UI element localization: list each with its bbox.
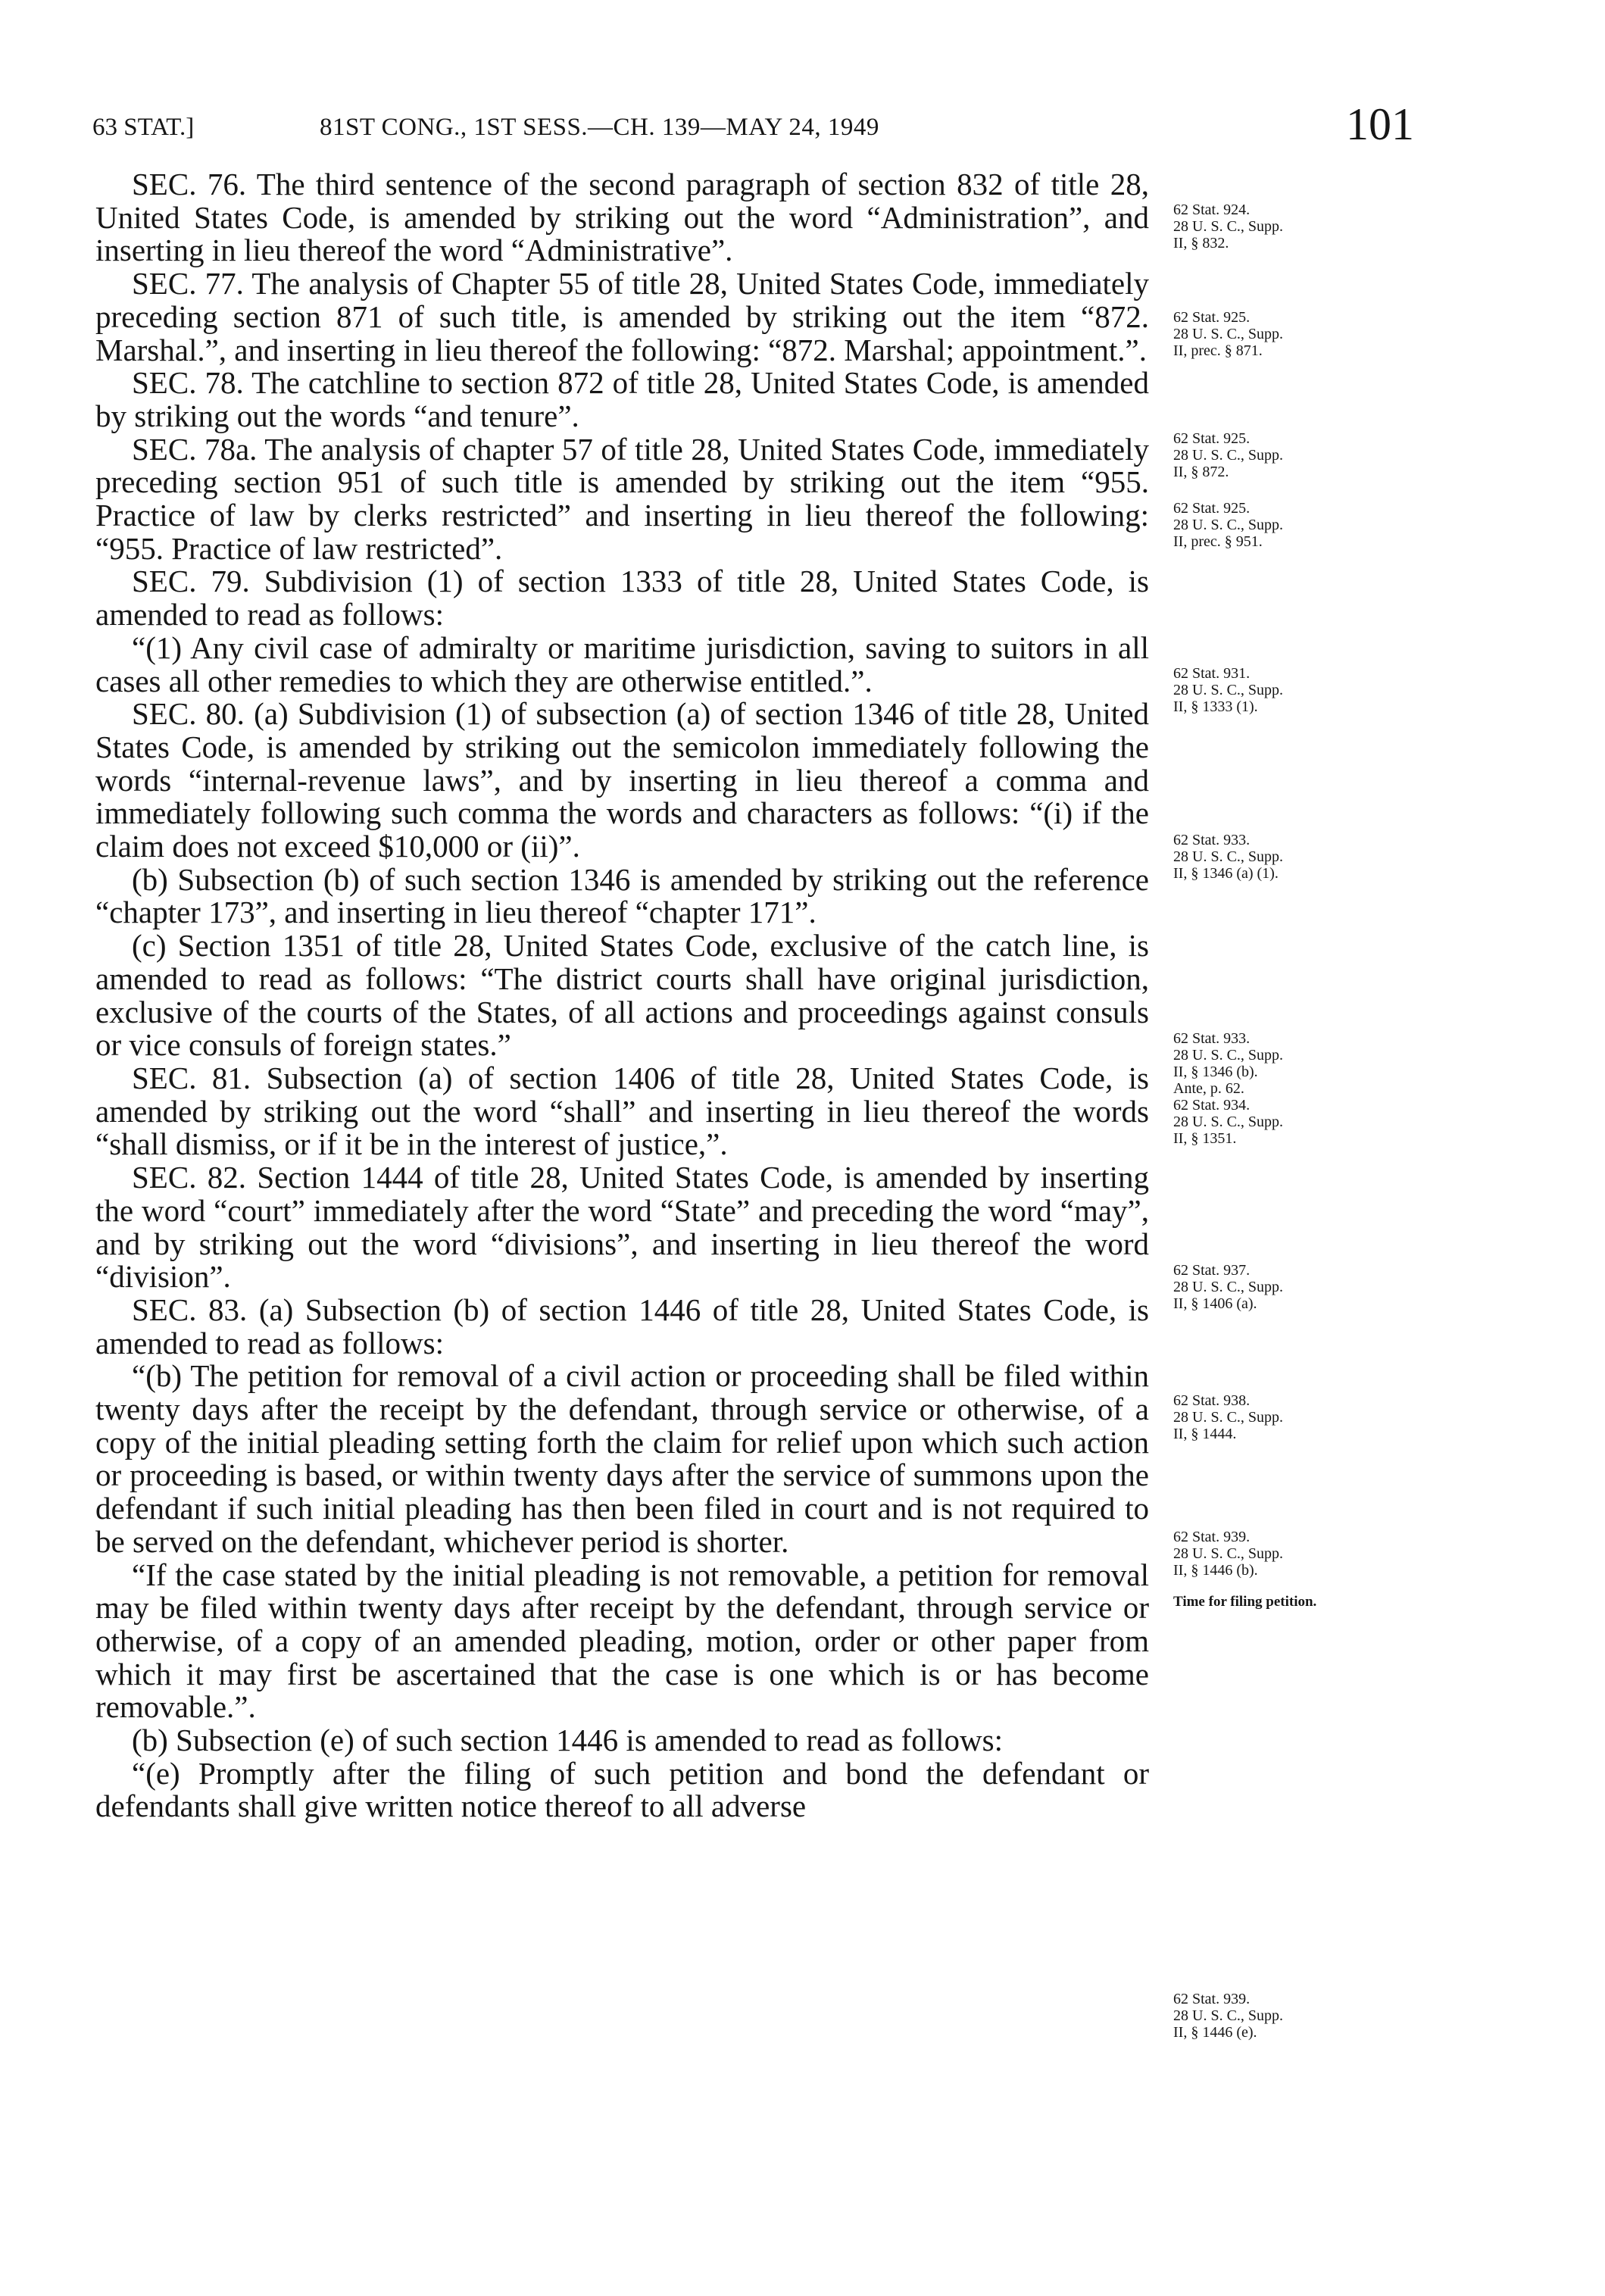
section-79-quote: “(1) Any civil case of admiralty or maritime jurisdiction, saving to suitors in all cases all other remedies to which they are otherwise entitled.”. <box>95 629 1149 698</box>
section-76: SEC. 76. The third sentence of the second paragraph of section 832 of title 28, United States Code, is amended by striking out the word “Administration”, and inserting in lieu thereof the word “Administrative”. <box>95 167 1149 268</box>
section-83b-quote-e: “(e) Promptly after the filing of such petition and bond the defendant or defendants shall give written notice thereof to all adverse <box>95 1755 1149 1824</box>
margin-note: 62 Stat. 925. 28 U. S. C., Supp. II, § 872. <box>1173 430 1284 480</box>
section-78a: SEC. 78a. The analysis of chapter 57 of title 28, United States Code, immediately preceding section 951 of such title is amended by striking out the item “955. Practice of law by clerks restricted” and inserting in lieu thereof the following: “955. Practice of law restricted”. <box>95 431 1149 566</box>
section-79: SEC. 79. Subdivision (1) of section 1333 of title 28, United States Code, is amended to read as follows: <box>95 564 1149 633</box>
section-77: SEC. 77. The analysis of Chapter 55 of title 28, United States Code, immediately preceding section 871 of such title, is amended by striking out the item “872. Marshal.”, and inserting in lieu thereof the following: “872. Marshal; appointment.”. <box>95 266 1149 367</box>
section-83b: (b) Subsection (e) of such section 1446 is amended to read as follows: <box>132 1723 1004 1758</box>
statute-body <box>95 168 1149 1823</box>
margin-note: 62 Stat. 924. 28 U. S. C., Supp. II, § 832. <box>1173 201 1284 251</box>
margin-note: 62 Stat. 925. 28 U. S. C., Supp. II, prec. § 951. <box>1173 500 1284 550</box>
margin-note: 62 Stat. 937. 28 U. S. C., Supp. II, § 1406 (a). <box>1173 1262 1284 1312</box>
section-78: SEC. 78. The catchline to section 872 of title 28, United States Code, is amended by striking out the words “and tenure”. <box>95 365 1149 433</box>
section-80c: (c) Section 1351 of title 28, United States Code, exclusive of the catch line, is amended to read as follows: “The district courts shall have original jurisdiction, exclusive of the courts of the States, of all actions and proceedings against consuls or vice consuls of foreign states.” <box>95 928 1149 1063</box>
margin-note: 62 Stat. 939. 28 U. S. C., Supp. II, § 1446 (b). <box>1173 1529 1284 1579</box>
margin-note: 62 Stat. 925. 28 U. S. C., Supp. II, prec. § 871. <box>1173 309 1284 359</box>
margin-note: 62 Stat. 938. 28 U. S. C., Supp. II, § 1444. <box>1173 1392 1284 1442</box>
margin-note: 62 Stat. 939. 28 U. S. C., Supp. II, § 1446 (e). <box>1173 1991 1284 2041</box>
section-83a-quote-b-cont: “If the case stated by the initial pleading is not removable, a petition for removal may be filed within twenty days after receipt by the defendant, through service or otherwise, of a copy of an amended pleading, motion, order or other paper from which it may first be ascertained that the case is one which is or has become removable.”. <box>95 1557 1149 1725</box>
section-83a: SEC. 83. (a) Subsection (b) of section 1446 of title 28, United States Code, is amended to read as follows: <box>95 1292 1149 1360</box>
running-head: 81ST CONG., 1ST SESS.—CH. 139—MAY 24, 1949 <box>320 114 879 141</box>
section-82: SEC. 82. Section 1444 of title 28, United States Code, is amended by inserting the word “court” immediately after the word “State” and preceding the word “may”, and by striking out the word “divisions”, and inserting in lieu thereof the word “division”. <box>95 1160 1149 1295</box>
section-81: SEC. 81. Subsection (a) of section 1406 of title 28, United States Code, is amended by striking out the word “shall” and inserting in lieu thereof the words “shall dismiss, or if it be in the interest of justice,”. <box>95 1060 1149 1162</box>
margin-note: 62 Stat. 931. 28 U. S. C., Supp. II, § 1333 (1). <box>1173 665 1284 715</box>
section-80b: (b) Subsection (b) of such section 1346 is amended by striking out the reference “chapter 173”, and inserting in lieu thereof “chapter 171”. <box>95 861 1149 930</box>
volume-reference: 63 STAT.] <box>92 114 195 141</box>
margin-note: 62 Stat. 933. 28 U. S. C., Supp. II, § 1346 (b). Ante, p. 62. 62 Stat. 934. 28 U. S. C., Supp. II, § 1351. <box>1173 1030 1284 1147</box>
page-header <box>92 99 1414 153</box>
margin-note: 62 Stat. 933. 28 U. S. C., Supp. II, § 1346 (a) (1). <box>1173 832 1284 882</box>
section-83a-quote-b: “(b) The petition for removal of a civil action or proceeding shall be filed within twenty days after the receipt by the defendant, through service or otherwise, of a copy of the initial pleading setting forth the claim for relief upon which such action or proceeding is based, or within twenty days after the service of summons upon the defendant if such initial pleading has then been filed in court and is not required to be served on the defendant, whichever period is shorter. <box>95 1358 1149 1559</box>
page-number: 101 <box>1346 99 1414 149</box>
section-80a: SEC. 80. (a) Subdivision (1) of subsection (a) of section 1346 of title 28, United States Code, is amended by striking out the semicolon immediately following the words “internal-revenue laws”, and by inserting in lieu thereof a comma and immediately following such comma the words and characters as follows: “(i) if the claim does not exceed $10,000 or (ii)”. <box>95 696 1149 864</box>
margin-note-time-for-filing: Time for filing petition. <box>1173 1594 1317 1610</box>
